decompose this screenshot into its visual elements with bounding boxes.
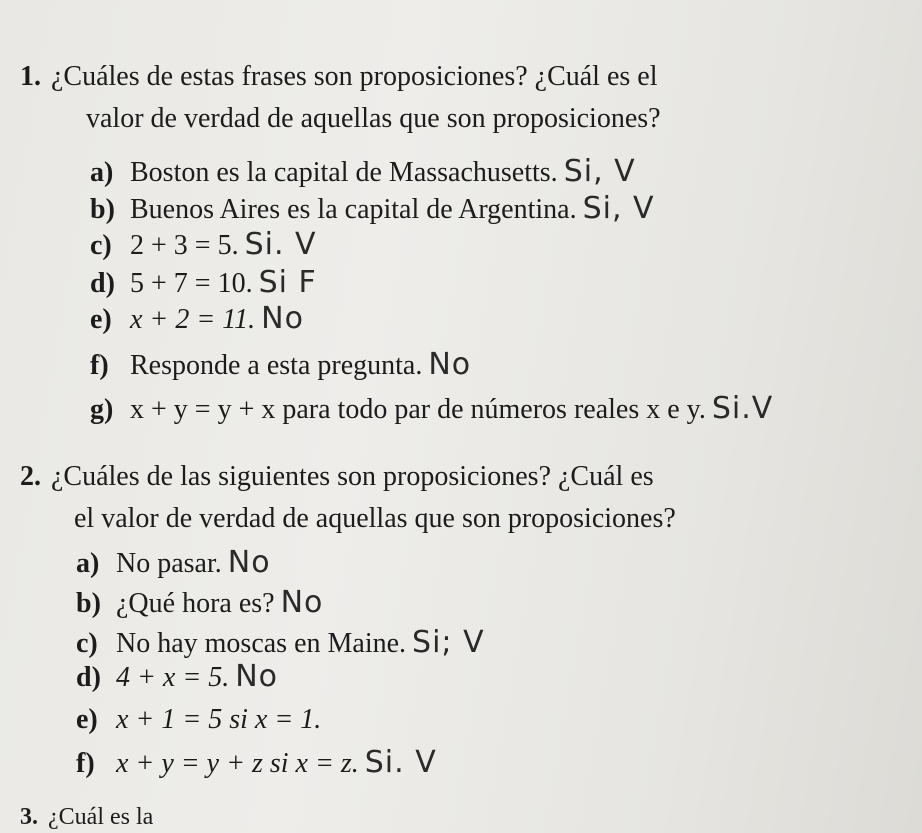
q1-text-line2: valor de verdad de aquellas que son proposiciones? xyxy=(86,103,661,134)
item-label: f) xyxy=(76,748,95,779)
item-text: 2 + 3 = 5. xyxy=(130,230,239,261)
item-label: e) xyxy=(90,304,112,335)
q2-item-e xyxy=(76,704,327,735)
handwritten-answer: Si, V xyxy=(582,191,655,226)
q2-text-line2: el valor de verdad de aquellas que son proposiciones? xyxy=(74,503,676,534)
item-text: No pasar. xyxy=(116,548,222,579)
q2-item-c xyxy=(76,625,485,660)
item-label: c) xyxy=(76,628,98,659)
q2-heading-line1 xyxy=(20,462,654,492)
q2-item-a xyxy=(76,545,271,580)
q2-number: 2. xyxy=(20,461,41,492)
q2-item-f xyxy=(76,745,437,780)
q1-number: 1. xyxy=(20,61,41,92)
item-text: x + y = y + z si x = z. xyxy=(116,748,359,779)
item-label: b) xyxy=(90,194,115,225)
item-label: a) xyxy=(76,548,100,579)
item-text: x + y = y + x para todo par de números reales x e y. xyxy=(130,394,706,425)
handwritten-answer: Si. V xyxy=(244,227,317,262)
item-label: f) xyxy=(90,350,109,381)
item-label: e) xyxy=(76,704,98,735)
q1-heading-line1 xyxy=(20,62,657,92)
q3-text-partial: ¿Cuál es la xyxy=(48,804,154,830)
q3-partial-line xyxy=(20,804,153,831)
q2-item-b xyxy=(76,585,324,620)
item-label: d) xyxy=(90,268,115,299)
handwritten-answer: No xyxy=(227,545,271,580)
item-text: No hay moscas en Maine. xyxy=(116,628,407,659)
item-text: x + 2 = 11. xyxy=(130,304,256,335)
handwritten-answer: No xyxy=(235,659,279,694)
item-label: a) xyxy=(90,157,114,188)
handwritten-answer: Si.V xyxy=(711,391,774,426)
handwritten-answer: No xyxy=(280,585,324,620)
q2-item-d xyxy=(76,659,279,694)
handwritten-answer: Si, V xyxy=(563,154,636,189)
item-text: x + 1 = 5 si x = 1. xyxy=(116,704,322,735)
item-text: 4 + x = 5. xyxy=(116,662,230,693)
q1-item-g xyxy=(90,391,774,426)
item-text: ¿Qué hora es? xyxy=(116,588,275,619)
handwritten-answer: No xyxy=(261,301,304,336)
item-label: b) xyxy=(76,588,101,619)
handwritten-answer: No xyxy=(428,347,472,382)
q1-item-e xyxy=(90,301,304,336)
item-text: Buenos Aires es la capital de Argentina. xyxy=(130,194,577,225)
q1-item-f xyxy=(90,347,472,382)
handwritten-answer: Si; V xyxy=(412,625,485,660)
handwritten-answer: Si. V xyxy=(364,745,437,780)
q2-text-line1: ¿Cuáles de las siguientes son proposiciones? ¿Cuál es xyxy=(51,461,654,492)
q1-item-c xyxy=(90,227,317,262)
item-label: g) xyxy=(90,394,114,425)
q1-item-d xyxy=(90,265,317,300)
item-text: 5 + 7 = 10. xyxy=(130,268,253,299)
handwritten-answer: Si F xyxy=(258,265,317,300)
q2-heading-line2 xyxy=(74,504,676,534)
q1-text-line1: ¿Cuáles de estas frases son proposiciones? ¿Cuál es el xyxy=(51,61,658,92)
q1-item-b xyxy=(90,191,655,226)
item-label: d) xyxy=(76,662,101,693)
q1-item-a xyxy=(90,154,636,189)
item-label: c) xyxy=(90,230,112,261)
item-text: Boston es la capital de Massachusetts. xyxy=(130,157,558,188)
q3-number: 3. xyxy=(20,804,38,830)
q1-heading-line2 xyxy=(86,104,661,134)
item-text: Responde a esta pregunta. xyxy=(130,350,423,381)
